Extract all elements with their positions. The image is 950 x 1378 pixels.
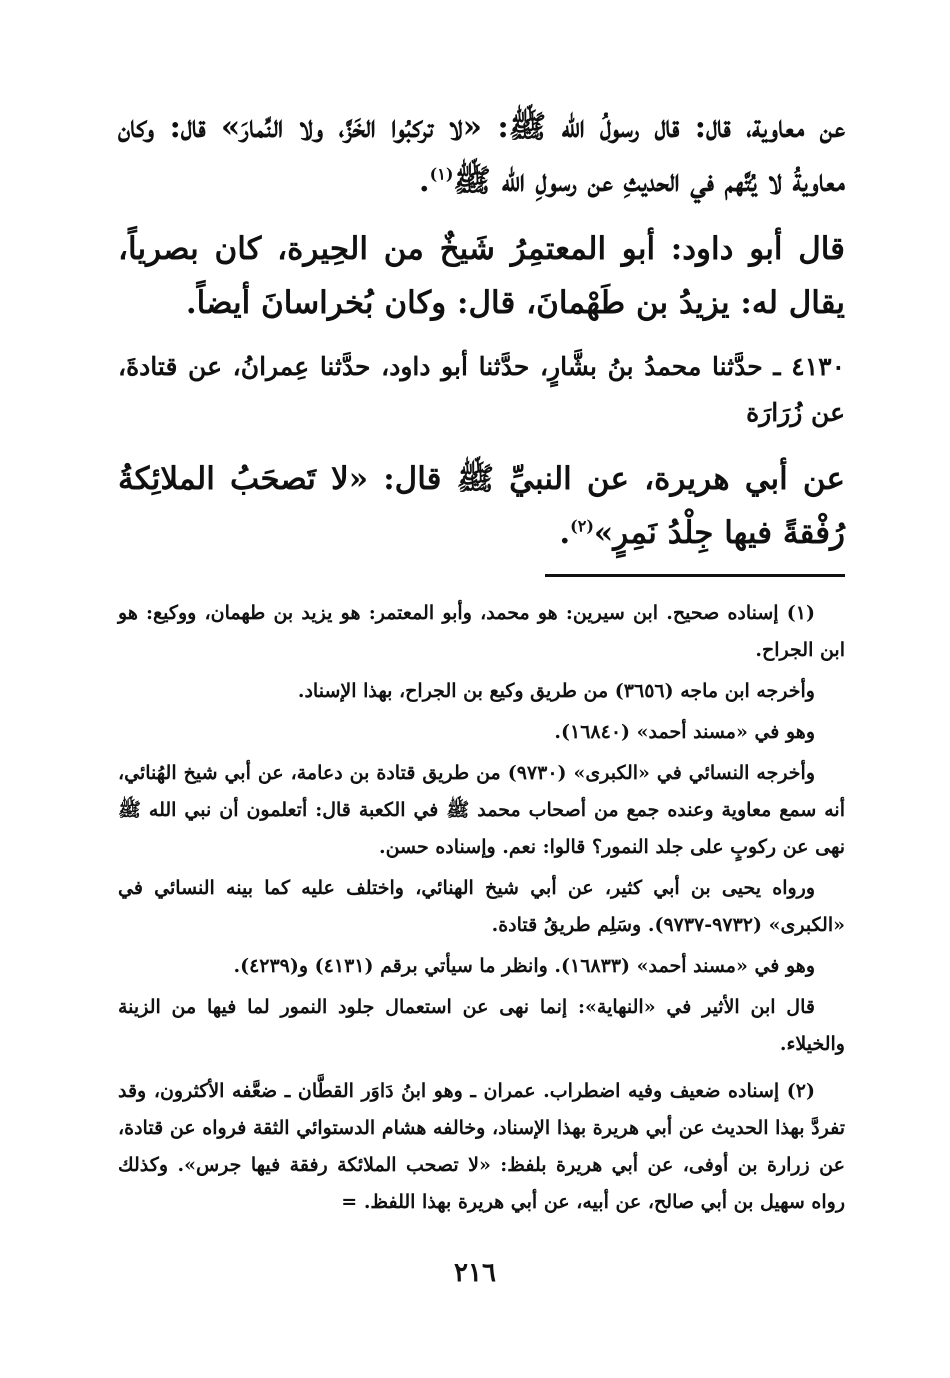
footnote-divider-wrap	[118, 574, 845, 577]
footnote-2-paragraph: (٢) إسناده ضعيف وفيه اضطراب. عمران ـ وهو ابنُ دَاوَر القطَّان ـ ضعَّفه الأكثرون، وقد تفردَّ بهذا الحديث عن أبي هريرة بهذا الإسناد، وخالفه هشام الدستوائي الثقة فرواه عن قتادة، عن زرارة بن أوفى، عن أبي هريرة بلفظ: «لا تصحب الملائكة رفقة فيها جرس». وكذلك رواه سهيل بن أبي صالح، عن أبيه، عن أبي هريرة بهذا اللفظ. =	[118, 1080, 845, 1213]
hadith-text: عن معاوية، قال: قال رسولُ الله ﷺ: «لا تركبُوا الخَزَّ، ولا النِّمارَ» قال: وكان معاويةُ لا يُتَّهم في الحديثِ عن رسولِ الله ﷺ	[118, 109, 845, 199]
hadith-text-paragraph	[118, 452, 845, 560]
commentary-paragraph: قال أبو داود: أبو المعتمِرُ شَيخٌ من الحِيرة، كان بصرياً، يقال له: يزيدُ بن طَهْمانَ، قال: وكان بُخراسانَ أيضاً.	[118, 231, 845, 321]
footnotes-section	[118, 595, 845, 1221]
sentence-end: .	[418, 163, 430, 199]
footnote-1-paragraph: وأخرجه ابن ماجه (٣٦٥٦) من طريق وكيع بن الجراح، بهذا الإسناد.	[297, 680, 815, 702]
footnote-1-paragraph: وهو في «مسند أحمد» (١٦٨٤٠).	[554, 721, 815, 743]
hadith-text: عن أبي هريرة، عن النبيِّ ﷺ قال: «لا تَصحَبُ الملائِكةُ رُفْقةً فيها جِلْدُ نَمِرٍ»	[118, 461, 845, 551]
footnote-1-paragraph: (١) إسناده صحيح. ابن سيرين: هو محمد، وأبو المعتمر: هو يزيد بن طهمان، ووكيع: هو ابن الجراح.	[118, 602, 845, 661]
page-number: ٢١٦	[454, 1258, 496, 1288]
footnote-divider	[545, 574, 845, 577]
footnote-1-paragraph: وهو في «مسند أحمد» (١٦٨٣٣). وانظر ما سيأتي برقم (٤١٣١) و(٤٢٣٩).	[233, 955, 815, 977]
footnote-1-paragraph: قال ابن الأثير في «النهاية»: إنما نهى عن استعمال جلود النمور لما فيها من الزينة والخيلاء.	[118, 996, 845, 1055]
hadith-text-paragraph	[118, 100, 845, 208]
footnote-marker: (١)	[429, 164, 454, 184]
footnote-1-paragraph: ورواه يحيى بن أبي كثير، عن أبي شيخ الهنائي، واختلف عليه كما بينه النسائي في «الكبرى» (٩٧٣٢-٩٧٣٧). وسَلِم طريقُ قتادة.	[118, 877, 845, 936]
page-content	[118, 100, 845, 1225]
footnote-marker: (٢)	[570, 516, 594, 536]
sentence-end: .	[559, 515, 571, 551]
footnote-1-paragraph: وأخرجه النسائي في «الكبرى» (٩٧٣٠) من طريق قتادة بن دعامة، عن أبي شيخ الهُنائي، أنه سمع معاوية وعنده جمع من أصحاب محمد ﷺ في الكعبة قال: أتعلمون أن نبي الله ﷺ نهى عن ركوبٍ على جلد النمور؟ قالوا: نعم. وإسناده حسن.	[118, 762, 845, 858]
hadith-chain-paragraph: ٤١٣٠ ـ حدَّثنا محمدُ بنُ بشَّارٍ، حدَّثنا أبو داود، حدَّثنا عِمرانُ، عن قتادةَ، عن زُرَارَة	[118, 352, 845, 427]
